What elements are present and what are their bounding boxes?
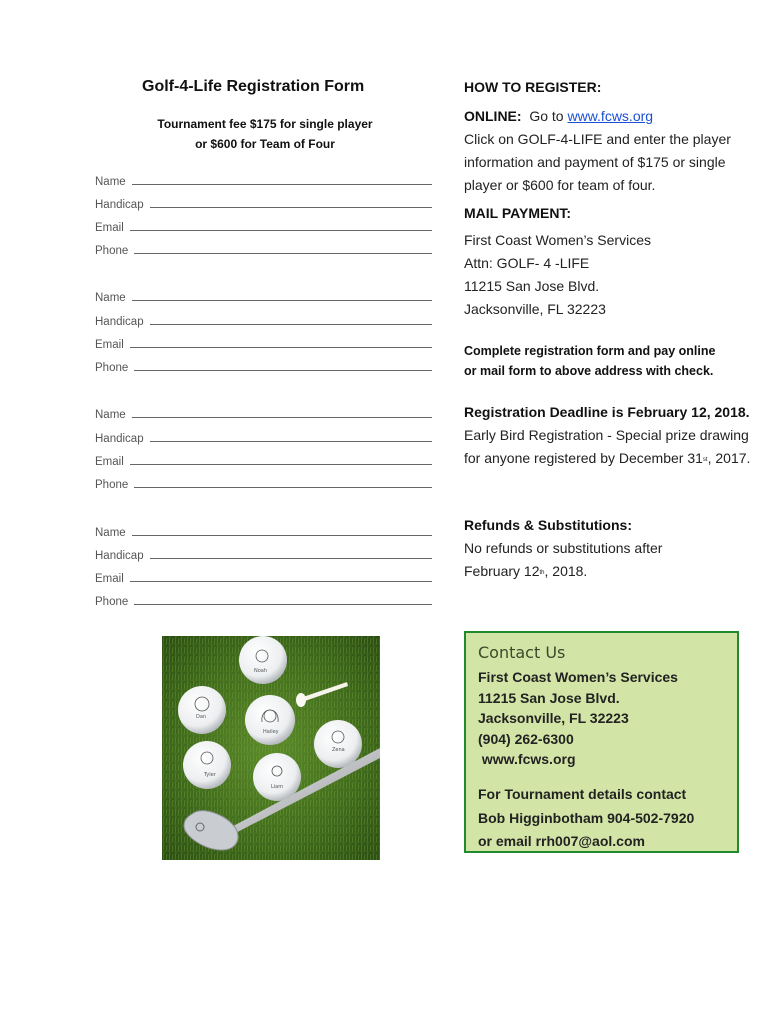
mail-line: Attn: GOLF- 4 -LIFE bbox=[464, 255, 590, 271]
player-4-handicap-field[interactable]: Handicap bbox=[95, 546, 440, 562]
deadline-text: Early Bird Registration - Special prize drawing for anyone registered by December 31 bbox=[464, 427, 749, 466]
player-3-name-field[interactable]: Name bbox=[95, 405, 440, 421]
player-1-handicap-field[interactable]: Handicap bbox=[95, 195, 440, 211]
player-3-handicap-field[interactable]: Handicap bbox=[95, 429, 440, 445]
player-2-email-field[interactable]: Email bbox=[95, 335, 440, 351]
player-3-phone-field[interactable]: Phone bbox=[95, 475, 440, 491]
refunds-text: No refunds or substitutions after February 12 bbox=[464, 540, 663, 579]
golf-balls-photo bbox=[162, 636, 380, 860]
contact-us-box bbox=[464, 631, 739, 853]
deadline-sup: st bbox=[702, 457, 708, 463]
player-4-email-field[interactable]: Email bbox=[95, 569, 440, 585]
ball-label: Hailey bbox=[263, 729, 279, 735]
online-label: ONLINE: bbox=[464, 108, 522, 124]
player-2-name-field[interactable]: Name bbox=[95, 288, 440, 304]
player-2-phone-field[interactable]: Phone bbox=[95, 358, 440, 374]
details-line: Bob Higginbotham 904-502-7920 bbox=[478, 809, 695, 826]
ball-label: Dan bbox=[196, 714, 207, 720]
refunds-sup: th bbox=[539, 570, 545, 576]
contact-website: www.fcws.org bbox=[478, 751, 576, 767]
complete-line-1: Complete registration form and pay online bbox=[464, 344, 716, 358]
details-line: For Tournament details contact bbox=[478, 786, 687, 802]
mail-payment-heading: MAIL PAYMENT: bbox=[464, 205, 572, 221]
tournament-details bbox=[478, 783, 694, 854]
how-to-register-heading: HOW TO REGISTER: bbox=[464, 79, 602, 95]
player-4-phone-field[interactable]: Phone bbox=[95, 592, 440, 608]
contact-phone: (904) 262-6300 bbox=[478, 730, 574, 747]
mail-line: First Coast Women’s Services bbox=[464, 232, 651, 248]
deadline-end: , 2017. bbox=[707, 450, 751, 466]
ball-label: Tyler bbox=[204, 772, 216, 778]
ball-hailey bbox=[245, 695, 295, 745]
ball-dan bbox=[178, 686, 226, 734]
fee-line-2: or $600 for Team of Four bbox=[195, 137, 335, 151]
player-1-phone-field[interactable]: Phone bbox=[95, 241, 440, 257]
complete-line-2: or mail form to above address with check. bbox=[464, 364, 714, 378]
ball-zena bbox=[314, 720, 362, 768]
refunds-heading: Refunds & Substitutions: bbox=[464, 517, 632, 533]
contact-line: 11215 San Jose Blvd. bbox=[478, 689, 620, 706]
ball-liam bbox=[253, 753, 301, 801]
deadline-bold: Registration Deadline is February 12, 2018. bbox=[464, 404, 750, 420]
online-text: Go to bbox=[529, 108, 564, 124]
ball-label: Noah bbox=[254, 668, 268, 674]
contact-line: First Coast Women’s Services bbox=[478, 669, 678, 685]
player-1-email-field[interactable]: Email bbox=[95, 218, 440, 234]
player-4-name-field[interactable]: Name bbox=[95, 523, 440, 539]
form-title: Golf-4-Life Registration Form bbox=[142, 78, 365, 95]
online-instructions bbox=[464, 105, 760, 197]
deadline-section bbox=[464, 401, 760, 470]
fee-line-1: Tournament fee $175 for single player bbox=[157, 117, 373, 131]
refunds-end: , 2018. bbox=[544, 563, 588, 579]
player-3-email-field[interactable]: Email bbox=[95, 452, 440, 468]
player-1-name-field[interactable]: Name bbox=[95, 172, 440, 188]
details-line: or email rrh007@aol.com bbox=[478, 833, 645, 849]
ball-tyler bbox=[183, 741, 231, 789]
mail-line: Jacksonville, FL 32223 bbox=[464, 301, 606, 317]
contact-line: Jacksonville, FL 32223 bbox=[478, 710, 629, 726]
ball-label: Zena bbox=[332, 747, 345, 753]
contact-title: Contact Us bbox=[478, 643, 566, 662]
mail-line: 11215 San Jose Blvd. bbox=[464, 278, 600, 294]
online-description: Click on GOLF-4-LIFE and enter the player information and payment of $175 or single player or $600 for team of four. bbox=[464, 131, 731, 193]
contact-address bbox=[478, 667, 678, 770]
player-2-handicap-field[interactable]: Handicap bbox=[95, 312, 440, 328]
ball-label: Liam bbox=[271, 784, 284, 790]
refunds-section bbox=[464, 537, 694, 583]
mail-address bbox=[464, 229, 760, 321]
fcws-link[interactable]: www.fcws.org bbox=[567, 108, 654, 124]
ball-noah bbox=[239, 636, 287, 684]
